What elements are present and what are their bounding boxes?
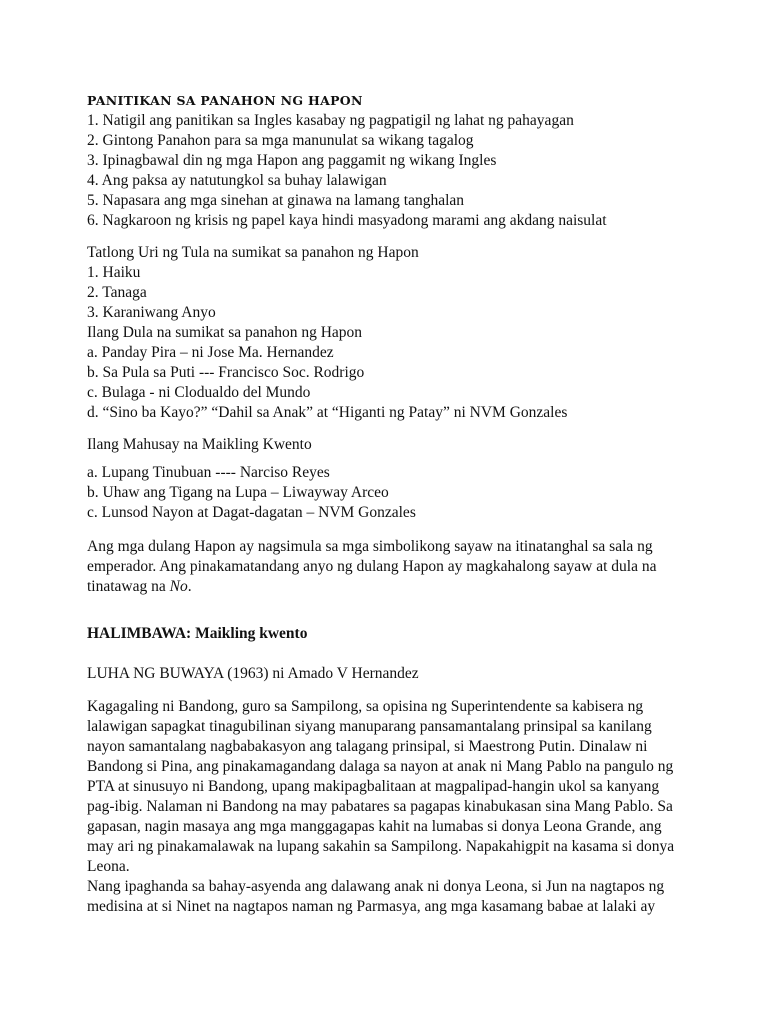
paragraph-dulang-hapon [87, 537, 656, 597]
paragraph-line: emperador. Ang pinakamatandang anyo ng dulang Hapon ay magkahalong sayaw at dula na [87, 558, 657, 575]
example-heading: HALIMBAWA: Maikling kwento [87, 625, 308, 642]
list-item: d. “Sino ba Kayo?” “Dahil sa Anak” at “Higanti ng Patay” ni NVM Gonzales [87, 404, 568, 421]
story-body [87, 697, 674, 917]
list-item: 1. Haiku [87, 264, 141, 281]
section-title: PANITIKAN SA PANAHON NG HAPON [87, 93, 363, 108]
paragraph-line [87, 577, 656, 597]
paragraph-line: lalawigan sapagkat tinagubilinan siyang manuparang pansamantalang prinsipal sa kanilang [87, 718, 652, 735]
section-maikling-kwento [87, 435, 416, 523]
list-item: 2. Tanaga [87, 284, 147, 301]
paragraph-line: Nang ipaghanda sa bahay-asyenda ang dalawang anak ni donya Leona, si Jun na nagtapos ng [87, 878, 665, 895]
list-item: 2. Gintong Panahon para sa mga manunulat sa wikang tagalog [87, 132, 474, 149]
paragraph-line: gapasan, nagin masaya ang mga manggagapas kahit na lumabas si donya Leona Grande, ang [87, 818, 662, 835]
paragraph-line: medisina at si Ninet na nagtapos naman ng Parmasya, ang mga kasamang babae at lalaki ay [87, 898, 656, 915]
paragraph-line: Bandong si Pina, ang pinakamagandang dalaga sa nayon at anak ni Mang Pablo na pangulo ng [87, 758, 674, 775]
list-item: b. Sa Pula sa Puti --- Francisco Soc. Rodrigo [87, 364, 365, 381]
section-panitikan [87, 91, 607, 231]
list-item: 1. Natigil ang panitikan sa Ingles kasabay ng pagpatigil ng lahat ng pahayagan [87, 112, 574, 129]
list-item: 5. Napasara ang mga sinehan at ginawa na lamang tanghalan [87, 192, 465, 209]
list-item: 3. Ipinagbawal din ng mga Hapon ang paggamit ng wikang Ingles [87, 152, 497, 169]
story-title: LUHA NG BUWAYA (1963) ni Amado V Hernandez [87, 665, 419, 682]
paragraph-line: pag-ibig. Nalaman ni Bandong na may pabatares sa pagapas kinabukasan sina Mang Pablo. Sa [87, 798, 673, 815]
list-item: b. Uhaw ang Tigang na Lupa – Liwayway Arceo [87, 484, 389, 501]
text: tinatawag na [87, 578, 170, 595]
list-item: a. Lupang Tinubuan ---- Narciso Reyes [87, 464, 330, 481]
section-heading: Ilang Mahusay na Maikling Kwento [87, 436, 312, 453]
list-item: 3. Karaniwang Anyo [87, 304, 216, 321]
list-item: a. Panday Pira – ni Jose Ma. Hernandez [87, 344, 334, 361]
paragraph-line: may ari ng pinakamalawak na lupang sakahin sa Sampilong. Napakahigpit na kasama si donya [87, 838, 675, 855]
example-section [87, 624, 674, 917]
paragraph-line: nayon samantalang nagbabakasyon ang talagang prinsipal, si Maestrong Putin. Dinalaw ni [87, 738, 648, 755]
section-heading: Ilang Dula na sumikat sa panahon ng Hapon [87, 324, 363, 341]
paragraph-line: PTA at sinusuyo ni Bandong, upang makipagbalitaan at magpalipad-hangin ukol sa kanyang [87, 778, 660, 795]
list-item: 6. Nagkaroon ng krisis ng papel kaya hindi masyadong marami ang akdang naisulat [87, 212, 607, 229]
list-item: c. Lunsod Nayon at Dagat-dagatan – NVM Gonzales [87, 504, 416, 521]
paragraph-line: Ang mga dulang Hapon ay nagsimula sa mga simbolikong sayaw na itinatanghal sa sala ng [87, 538, 653, 555]
italic-term: No [169, 578, 188, 595]
text: . [187, 578, 192, 595]
section-heading: Tatlong Uri ng Tula na sumikat sa panahon ng Hapon [87, 244, 419, 261]
list-item: c. Bulaga - ni Clodualdo del Mundo [87, 384, 311, 401]
list-item: 4. Ang paksa ay natutungkol sa buhay lalawigan [87, 172, 387, 189]
paragraph-line: Kagagaling ni Bandong, guro sa Sampilong, sa opisina ng Superintendente sa kabisera ng [87, 698, 644, 715]
section-tula-dula [87, 243, 567, 423]
paragraph-line: Leona. [87, 858, 130, 875]
